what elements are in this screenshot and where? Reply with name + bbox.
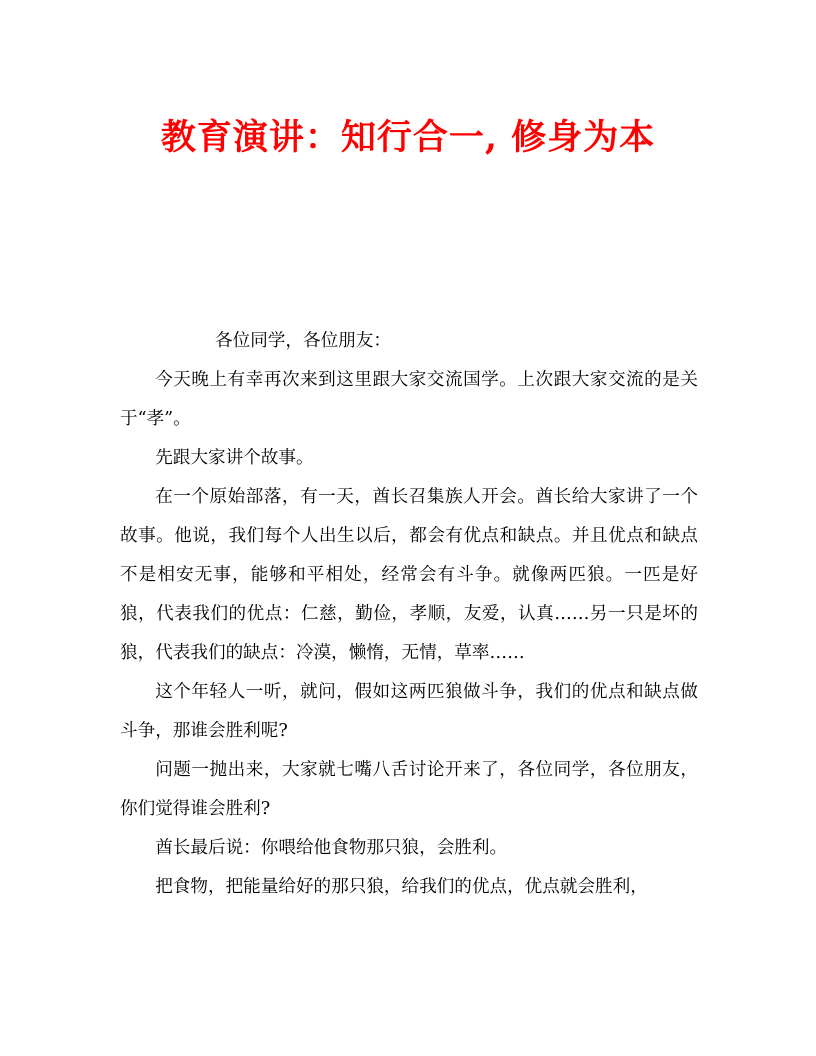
paragraph: 把食物，把能量给好的那只狼，给我们的优点，优点就会胜利， <box>155 877 648 897</box>
paragraph: 今天晚上有幸再次来到这里跟大家交流国学。上次跟大家交流的是关于“孝”。 <box>120 370 698 429</box>
document-title: 教育演讲：知行合一, 修身为本 <box>160 117 656 158</box>
paragraph: 问题一抛出来，大家就七嘴八舌讨论开来了，各位同学，各位朋友，你们觉得谁会胜利? <box>120 760 698 819</box>
document-body <box>120 322 698 907</box>
paragraph: 这个年轻人一听，就问，假如这两匹狼做斗争，我们的优点和缺点做斗争，那谁会胜利呢? <box>120 682 698 741</box>
paragraph: 酋长最后说：你喂给他食物那只狼，会胜利。 <box>155 838 508 858</box>
paragraph: 在一个原始部落，有一天，酋长召集族人开会。酋长给大家讲了一个故事。他说，我们每个人出生以后，都会有优点和缺点。并且优点和缺点不是相安无事，能够和平相处，经常会有斗争。就像两匹狼。一匹是好狼，代表我们的优点：仁慈，勤俭，孝顺，友爱，认真……另一只是坏的狼，代表我们的缺点：冷漠，懒惰，无情，草率…… <box>120 487 698 663</box>
paragraph: 先跟大家讲个故事。 <box>155 448 314 468</box>
paragraph-greeting: 各位同学，各位朋友： <box>215 331 391 351</box>
